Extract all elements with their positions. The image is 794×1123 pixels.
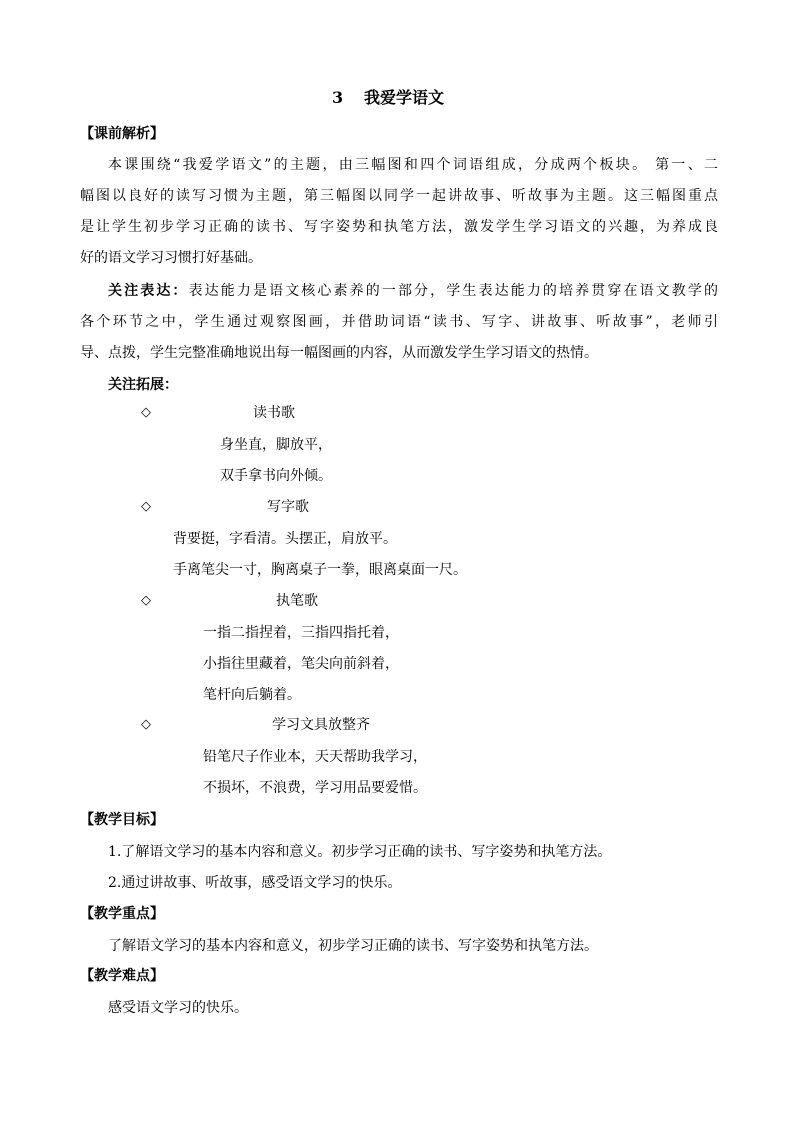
writing-song-line-2: 手离笔尖一寸，胸离桌子一拳，眼离桌面一尺。 xyxy=(173,562,467,578)
expression-line-2: 各个环节之中，学生通过观察图画，并借助词语“读书、写字、讲故事、听故事”，老师引 xyxy=(80,314,718,330)
analysis-line-3: 是让学生初步学习正确的读书、写字姿势和执笔方法，激发学生学习语文的兴趣，为养成良 xyxy=(80,219,718,235)
key-points-text: 了解语文学习的基本内容和意义，初步学习正确的读书、写字姿势和执笔方法。 xyxy=(108,938,598,954)
bullet-diamond-icon: ◇ xyxy=(141,405,151,420)
writing-song-line-1: 背要挺，字看清。头摆正，肩放平。 xyxy=(173,531,397,547)
pen-song-line-2: 小指往里藏着，笔尖向前斜着， xyxy=(203,656,399,672)
analysis-heading: 【课前解析】 xyxy=(80,126,164,142)
analysis-line-4: 好的语文学习习惯打好基础。 xyxy=(80,250,262,266)
bullet-diamond-icon: ◇ xyxy=(141,499,151,514)
writing-song-title: 写字歌 xyxy=(267,499,309,515)
expression-line-3: 导、点拨，学生完整准确地说出每一幅图画的内容，从而激发学生学习语文的热情。 xyxy=(80,345,598,361)
goals-heading: 【教学目标】 xyxy=(80,812,164,828)
pen-song-title: 执笔歌 xyxy=(276,593,318,609)
reading-song-title: 读书歌 xyxy=(253,405,295,421)
stationery-song-line-2: 不损坏，不浪费，学习用品要爱惜。 xyxy=(203,780,427,796)
analysis-line-2: 幅图以良好的读写习惯为主题，第三幅图以同学一起讲故事、听故事为主题。这三幅图重点 xyxy=(80,188,718,204)
reading-song-line-1: 身坐直，脚放平， xyxy=(220,437,332,453)
goal-item-2: 2.通过讲故事、听故事，感受语文学习的快乐。 xyxy=(108,875,402,891)
lesson-number: 3 xyxy=(332,88,344,107)
reading-song-line-2: 双手拿书向外倾。 xyxy=(220,468,332,484)
analysis-line-1: 本课围绕“我爱学语文”的主题，由三幅图和四个词语组成，分成两个板块。 第一、二 xyxy=(108,157,718,173)
pen-song-line-1: 一指二指捏着，三指四指托着， xyxy=(203,625,399,641)
difficulties-text: 感受语文学习的快乐。 xyxy=(108,1000,248,1016)
key-points-heading: 【教学重点】 xyxy=(80,906,164,922)
expression-line-1 xyxy=(108,283,718,299)
expression-text-1: 表达能力是语文核心素养的一部分，学生表达能力的培养贯穿在语文教学的 xyxy=(188,283,719,299)
difficulties-heading: 【教学难点】 xyxy=(80,968,164,984)
extension-label: 关注拓展： xyxy=(108,377,178,393)
stationery-song-title: 学习文具放整齐 xyxy=(272,717,370,733)
expression-label: 关注表达： xyxy=(108,283,189,299)
goal-item-1: 1.了解语文学习的基本内容和意义。初步学习正确的读书、写字姿势和执笔方法。 xyxy=(108,844,612,860)
lesson-title: 我爱学语文 xyxy=(364,88,445,107)
bullet-diamond-icon: ◇ xyxy=(141,717,151,732)
stationery-song-line-1: 铅笔尺子作业本，天天帮助我学习， xyxy=(203,749,427,765)
pen-song-line-3: 笔杆向后躺着。 xyxy=(203,687,301,703)
bullet-diamond-icon: ◇ xyxy=(141,593,151,608)
